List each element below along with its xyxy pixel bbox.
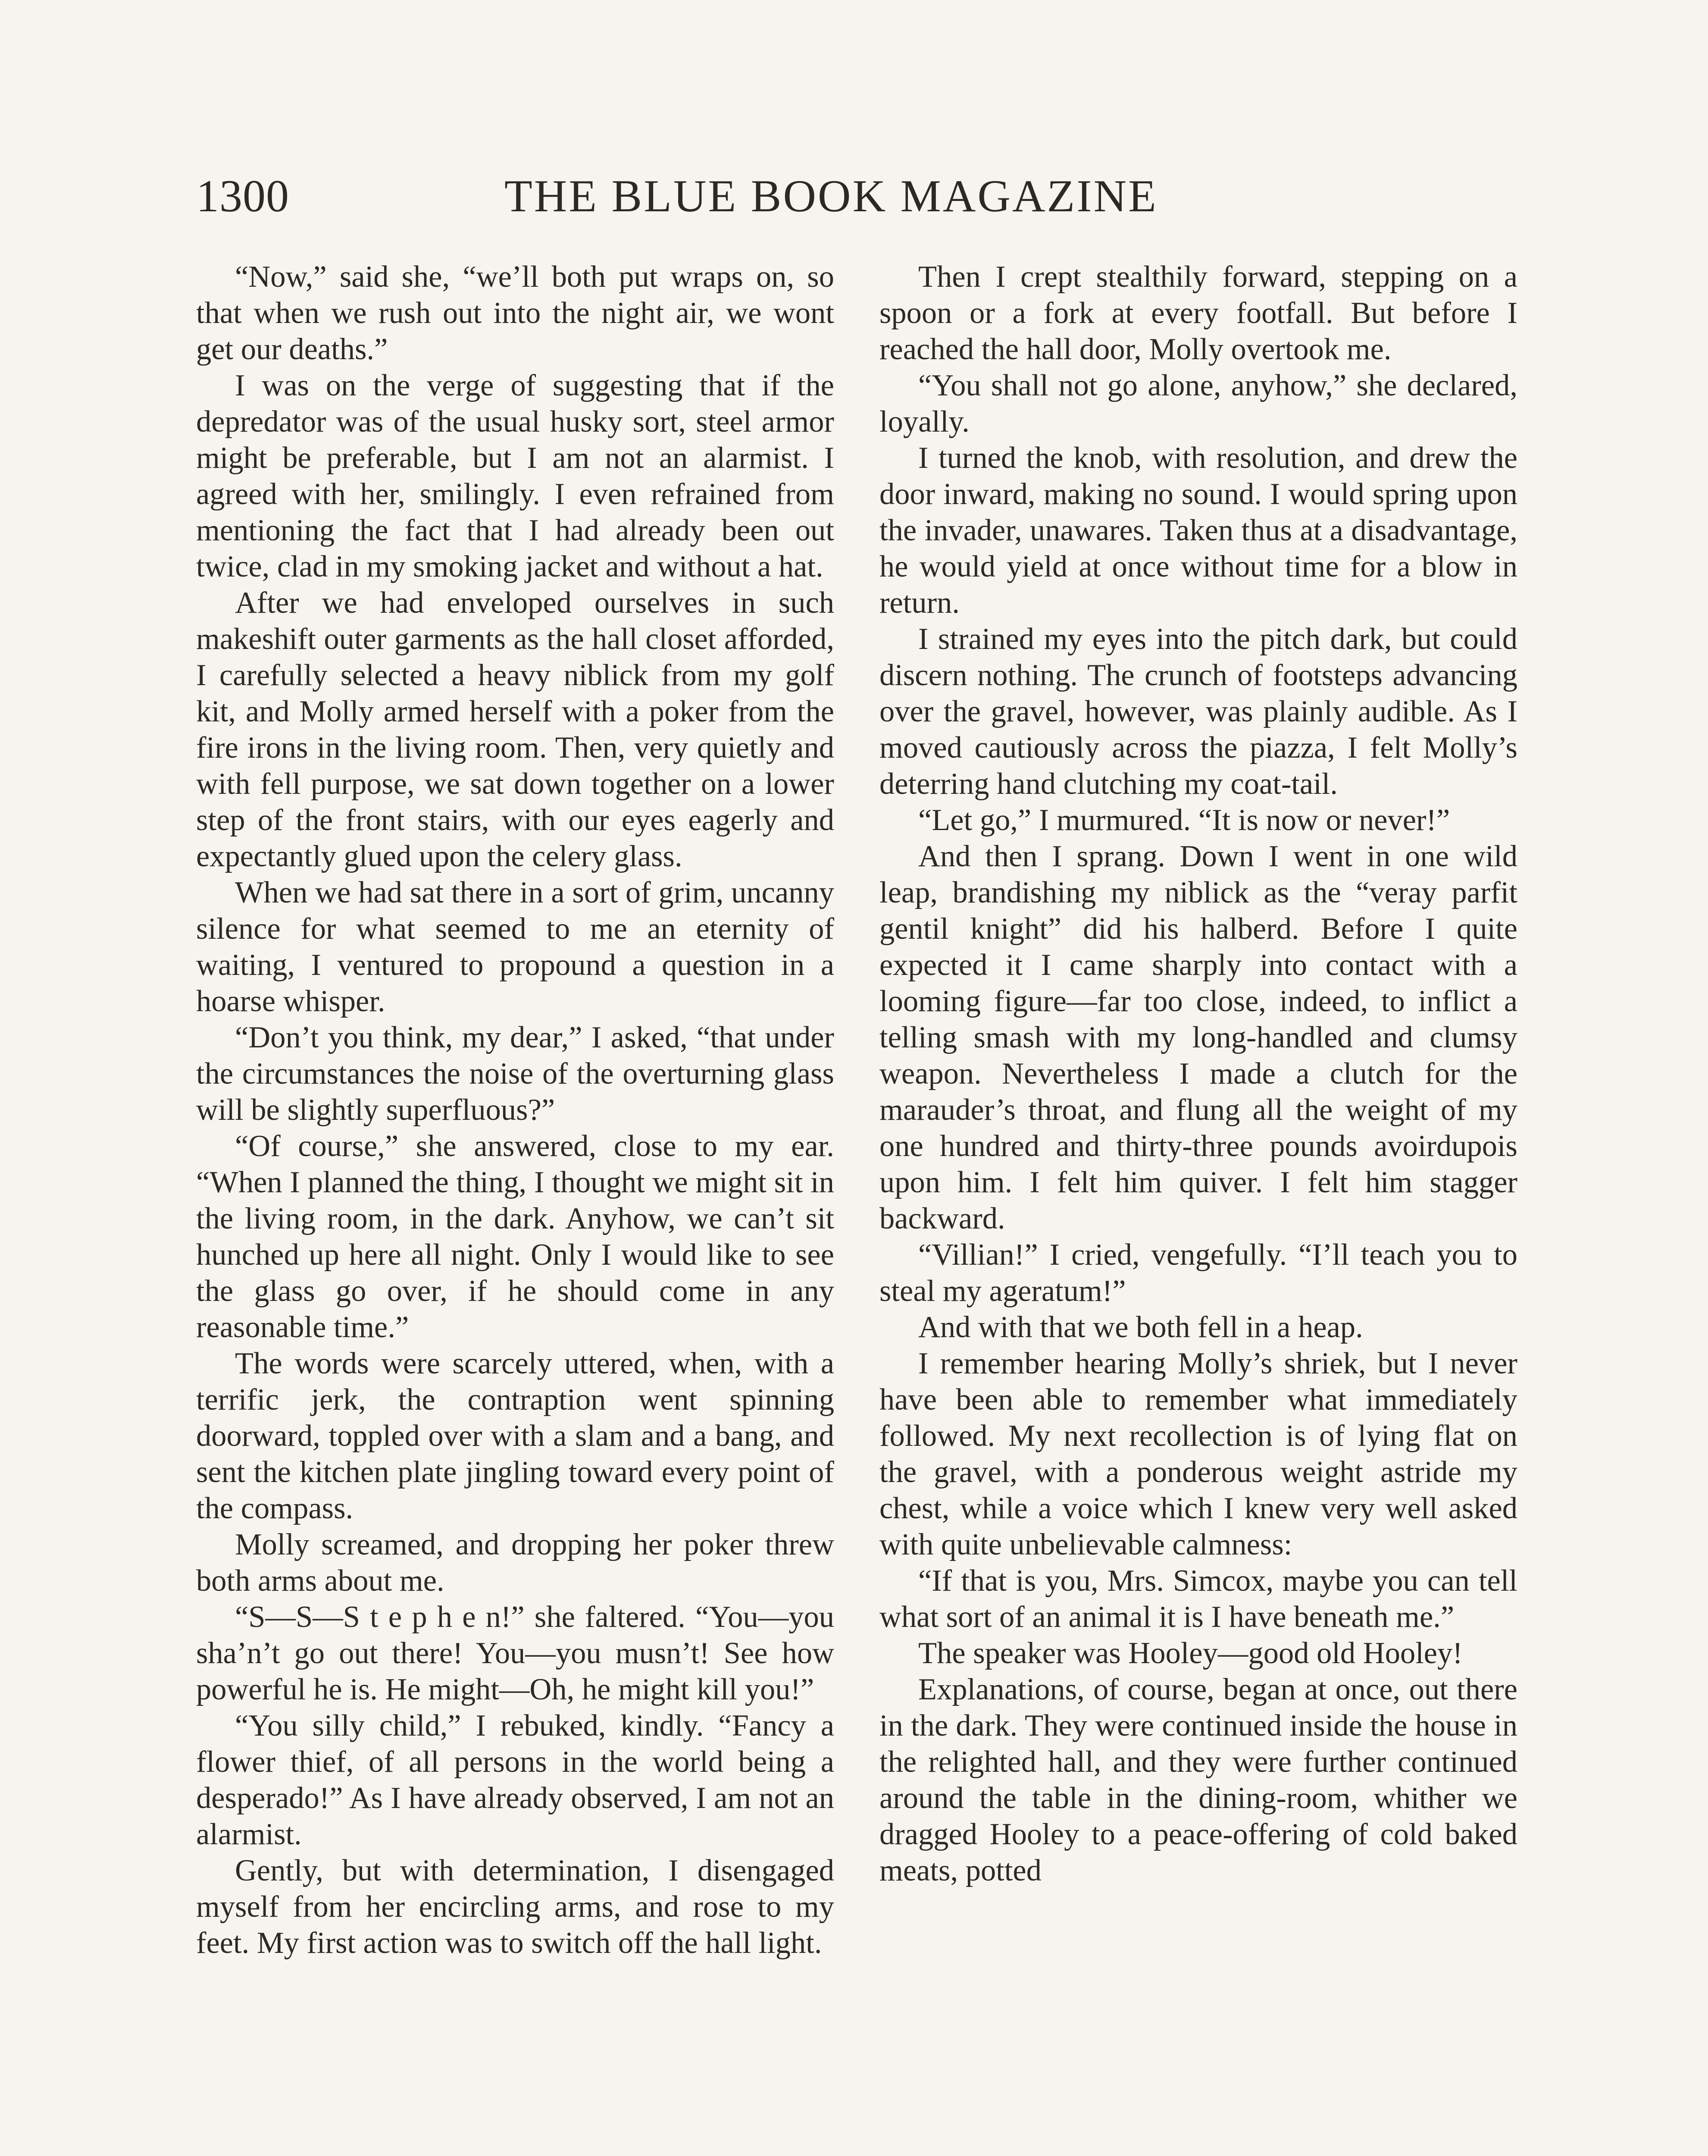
paragraph: And with that we both fell in a heap.: [918, 1310, 1363, 1344]
paragraph: I strained my eyes into the pitch dark, but could discern nothing. The crunch of footsteps advancing over the gravel, however, was plainly audible. As I moved cautiously across the piazza, I felt Molly’s deterring hand clutching my coat-tail.: [879, 622, 1517, 801]
magazine-title: THE BLUE BOOK MAGAZINE: [504, 171, 1158, 221]
paragraph: “S—S—S t e p h e n!” she faltered. “You—you sha’n’t go out there! You—you musn’t! See how powerful he is. He might—Oh, he might kill you!”: [196, 1600, 834, 1706]
page-number: 1300: [196, 171, 289, 221]
paragraph: “You silly child,” I rebuked, kindly. “Fancy a flower thief, of all persons in the world being a desperado!” As I have already observed, I am not an alarmist.: [196, 1709, 834, 1851]
paragraph: I remember hearing Molly’s shriek, but I never have been able to remember what immediately followed. My next recollection is of lying flat on the gravel, with a ponderous weight astride my chest, while a voice which I knew very well asked with quite unbelievable calmness:: [879, 1347, 1517, 1561]
paragraph: “Don’t you think, my dear,” I asked, “that under the circumstances the noise of the overturning glass will be slightly superfluous?”: [196, 1021, 834, 1127]
paragraph: “You shall not go alone, anyhow,” she declared, loyally.: [879, 369, 1517, 439]
paragraph: When we had sat there in a sort of grim, uncanny silence for what seemed to me an eternity of waiting, I ventured to propound a question in a hoarse whisper.: [196, 876, 834, 1018]
paragraph: And then I sprang. Down I went in one wild leap, brandishing my niblick as the “veray parfit gentil knight” did his halberd. Before I quite expected it I came sharply into contact with a looming figure—far too close, indeed, to inflict a telling smash with my long-handled and clumsy weapon. Nevertheless I made a clutch for the marauder’s throat, and flung all the weight of my one hundred and thirty-three pounds avoirdupois upon him. I felt him quiver. I felt him stagger backward.: [879, 840, 1517, 1235]
paragraph: “Let go,” I murmured. “It is now or never!”: [918, 803, 1450, 837]
paragraph: I was on the verge of suggesting that if the depredator was of the usual husky sort, steel armor might be preferable, but I am not an alarmist. I agreed with her, smilingly. I even refrained from mentioning the fact that I had already been out twice, clad in my smoking jacket and without a hat.: [196, 369, 834, 583]
paragraph: “Villian!” I cried, vengefully. “I’ll teach you to steal my ageratum!”: [879, 1238, 1517, 1308]
paragraph: Then I crept stealthily forward, stepping on a spoon or a fork at every footfall. But before I reached the hall door, Molly overtook me.: [879, 260, 1517, 366]
paragraph: I turned the knob, with resolution, and drew the door inward, making no sound. I would spring upon the invader, unawares. Taken thus at a disadvantage, he would yield at once without time for a blow in return.: [879, 441, 1517, 620]
paragraph: The speaker was Hooley—good old Hooley!: [918, 1636, 1463, 1670]
paragraph: “Of course,” she answered, close to my ear. “When I planned the thing, I thought we might sit in the living room, in the dark. Anyhow, we can’t sit hunched up here all night. Only I would like to see the glass go over, if he should come in any reasonable time.”: [196, 1129, 834, 1344]
paragraph: Explanations, of course, began at once, out there in the dark. They were continued inside the house in the relighted hall, and they were further continued around the table in the dining-room, whither we dragged Hooley to a peace-offering of cold baked meats, potted: [879, 1673, 1517, 1887]
text-column-left: [196, 259, 834, 2156]
paragraph: “If that is you, Mrs. Simcox, maybe you can tell what sort of an animal it is I have beneath me.”: [879, 1564, 1517, 1634]
paragraph: Gently, but with determination, I disengaged myself from her encircling arms, and rose to my feet. My first action was to switch off the hall light.: [196, 1854, 834, 1960]
text-column-right: [879, 259, 1517, 2156]
paragraph: After we had enveloped ourselves in such makeshift outer garments as the hall closet afforded, I carefully selected a heavy niblick from my golf kit, and Molly armed herself with a poker from the fire irons in the living room. Then, very quietly and with fell purpose, we sat down together on a lower step of the front stairs, with our eyes eagerly and expectantly glued upon the celery glass.: [196, 586, 834, 873]
page-header: [196, 164, 1201, 229]
paragraph: Molly screamed, and dropping her poker threw both arms about me.: [196, 1528, 834, 1598]
paragraph: “Now,” said she, “we’ll both put wraps on, so that when we rush out into the night air, we wont get our deaths.”: [196, 260, 834, 366]
paragraph: The words were scarcely uttered, when, with a terrific jerk, the contraption went spinning doorward, toppled over with a slam and a bang, and sent the kitchen plate jingling toward every point of the compass.: [196, 1347, 834, 1525]
